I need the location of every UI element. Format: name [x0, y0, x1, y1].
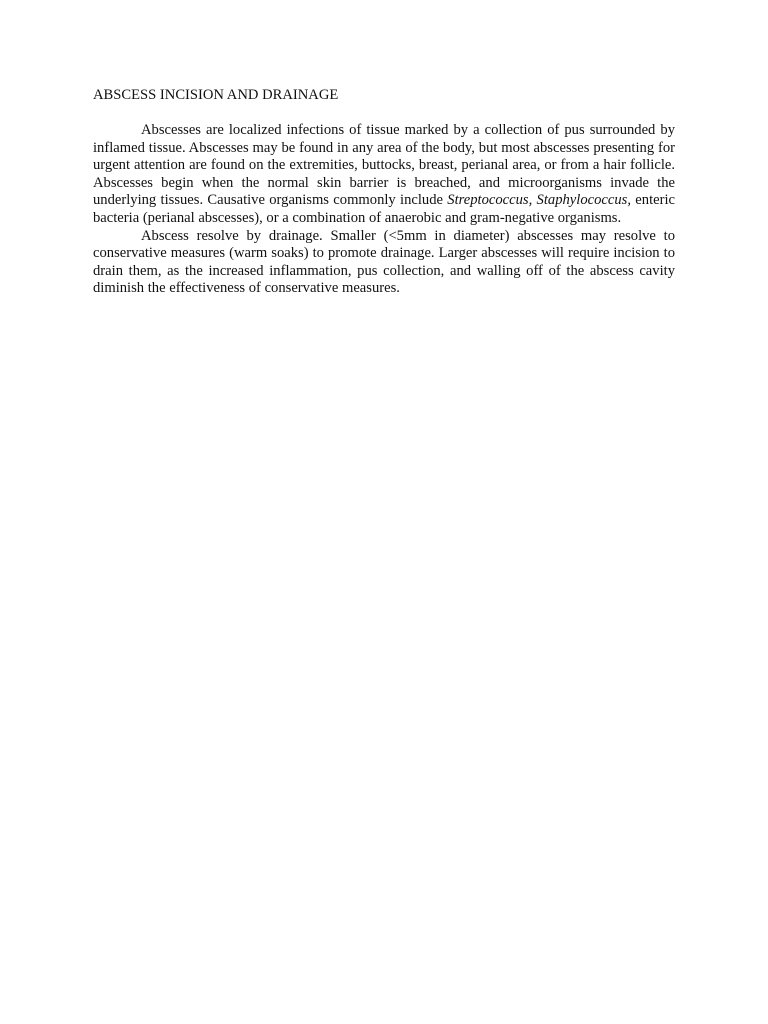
paragraph-causes — [93, 122, 675, 228]
document-body — [93, 122, 675, 298]
paragraph-causes-text-end: enteric bacteria (perianal abscesses), or a combination of anaerobic and gram-negative organisms. — [93, 192, 675, 226]
document-title: ABSCESS INCISION AND DRAINAGE — [93, 87, 339, 103]
paragraph-treatment: Abscess resolve by drainage. Smaller (<5mm in diameter) abscesses may resolve to conservative measures (warm soaks) to promote drainage. Larger abscesses will require incision to drain them, as the increased inflammation, pus collection, and walling off of the abscess cavity diminish the effectiveness of conservative measures. — [93, 227, 675, 297]
paragraph-causes-text-start: Abscesses are localized infections of tissue marked by a collection of pus surrounded by inflamed tissue. Abscesses may be found in any area of the body, but most abscesses presenting for urgent attention are found on the extremities, buttocks, breast, perianal area, or from a hair follicle. Abscesses begin when the normal skin barrier is breached, and microorganisms invade the underlying tissues. Causative organisms commonly include — [93, 122, 675, 209]
organism-names: Streptococcus, Staphylococcus, — [447, 192, 631, 209]
